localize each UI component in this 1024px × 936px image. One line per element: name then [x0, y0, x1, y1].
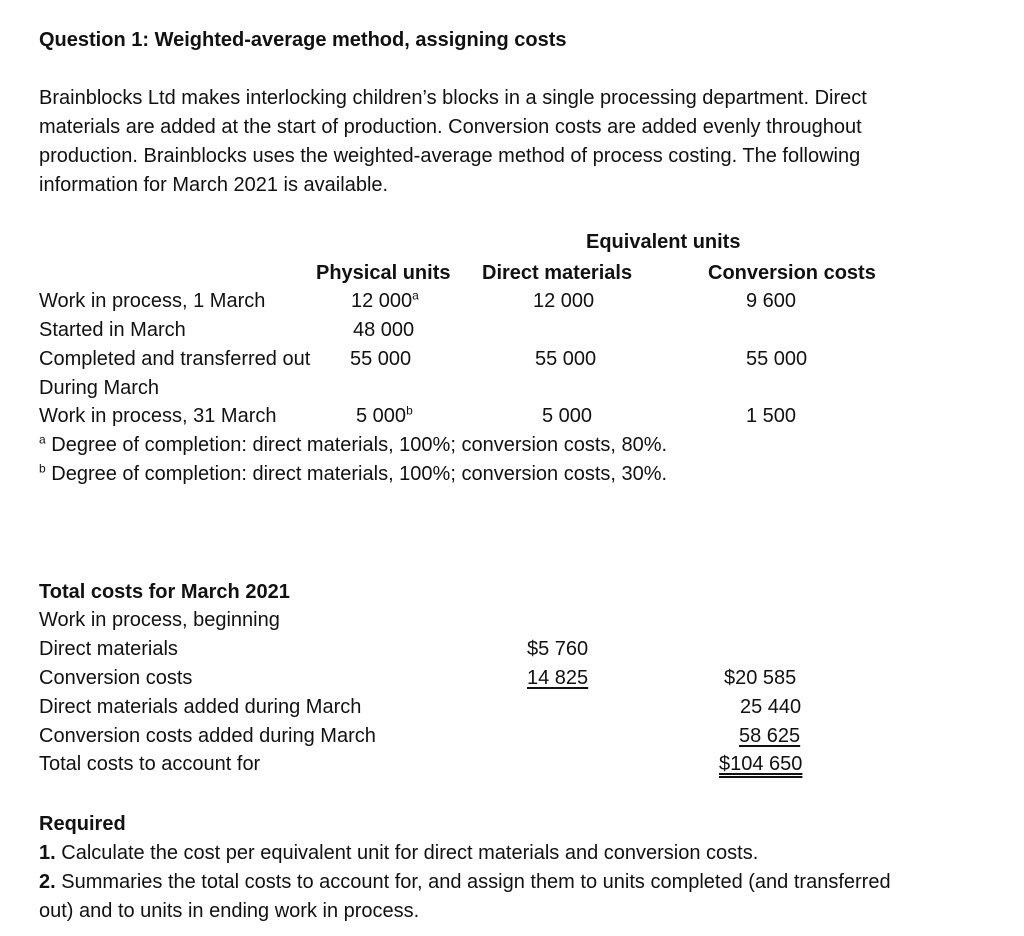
equivalent-units-heading: Equivalent units — [586, 231, 741, 253]
completed-dm: 55 000 — [535, 348, 597, 370]
required-heading: Required — [39, 813, 126, 835]
row-label-wip-begin: Work in process, 1 March — [39, 290, 266, 312]
wip-end-dm: 5 000 — [542, 405, 593, 427]
wip-total-value: $20 585 — [724, 667, 797, 689]
wip-end-physical: 5 000$^b$ — [356, 403, 413, 427]
footnote-mark-b: b — [406, 403, 413, 418]
wip-begin-cc: 9 600 — [746, 290, 797, 312]
started-physical: 48 000 — [353, 319, 415, 341]
dm-value: $5 760 — [527, 638, 589, 660]
row-label-wip-end: Work in process, 31 March — [39, 405, 277, 427]
cc-added-value: 58 625 — [739, 725, 801, 747]
cc-value: 14 825 — [527, 667, 589, 689]
col-direct-materials: Direct materials — [482, 262, 633, 284]
intro-paragraph — [39, 84, 969, 200]
row-label-started: Started in March — [39, 319, 186, 341]
dm-added-label: Direct materials added during March — [39, 696, 362, 718]
footnote-a: $^a$ Degree of completion: direct materials, 100%; conversion costs, 80%. — [39, 432, 668, 456]
completed-cc: 55 000 — [746, 348, 808, 370]
total-costs-label: Total costs to account for — [39, 753, 261, 775]
footnote-b: $^b$ Degree of completion: direct materials, 100%; conversion costs, 30%. — [39, 461, 668, 485]
intro-line: production. Brainblocks uses the weighted-average method of process costing. The following — [39, 145, 861, 167]
cc-added-label: Conversion costs added during March — [39, 725, 376, 747]
required-item-2: 2. Summaries the total costs to account for, and assign them to units completed (and transferred — [39, 871, 891, 893]
wip-begin-dm: 12 000 — [533, 290, 595, 312]
intro-line: materials are added at the start of production. Conversion costs are added evenly throughout — [39, 116, 862, 138]
costs-title: Total costs for March 2021 — [39, 581, 290, 603]
cc-label: Conversion costs — [39, 667, 193, 689]
intro-line: Brainblocks Ltd makes interlocking children’s blocks in a single processing department. Direct — [39, 87, 867, 109]
dm-label: Direct materials — [39, 638, 178, 660]
required-item-2-cont: out) and to units in ending work in process. — [39, 900, 420, 922]
wip-begin-physical: 12 000$^a$ — [351, 288, 419, 312]
completed-physical: 55 000 — [350, 348, 412, 370]
intro-line: information for March 2021 is available. — [39, 174, 389, 196]
dm-added-value: 25 440 — [740, 696, 802, 718]
row-label-completed: Completed and transferred out — [39, 348, 311, 370]
col-physical-units: Physical units — [316, 262, 451, 284]
wip-beginning-label: Work in process, beginning — [39, 609, 280, 631]
col-conversion-costs: Conversion costs — [708, 262, 876, 284]
wip-end-cc: 1 500 — [746, 405, 797, 427]
row-label-completed-cont: During March — [39, 377, 160, 399]
required-item-1: 1. Calculate the cost per equivalent unit for direct materials and conversion costs. — [39, 842, 759, 864]
total-costs-value: $104 650 — [719, 753, 803, 775]
footnote-mark-a: a — [412, 288, 419, 303]
question-title: Question 1: Weighted-average method, assigning costs — [39, 29, 567, 51]
